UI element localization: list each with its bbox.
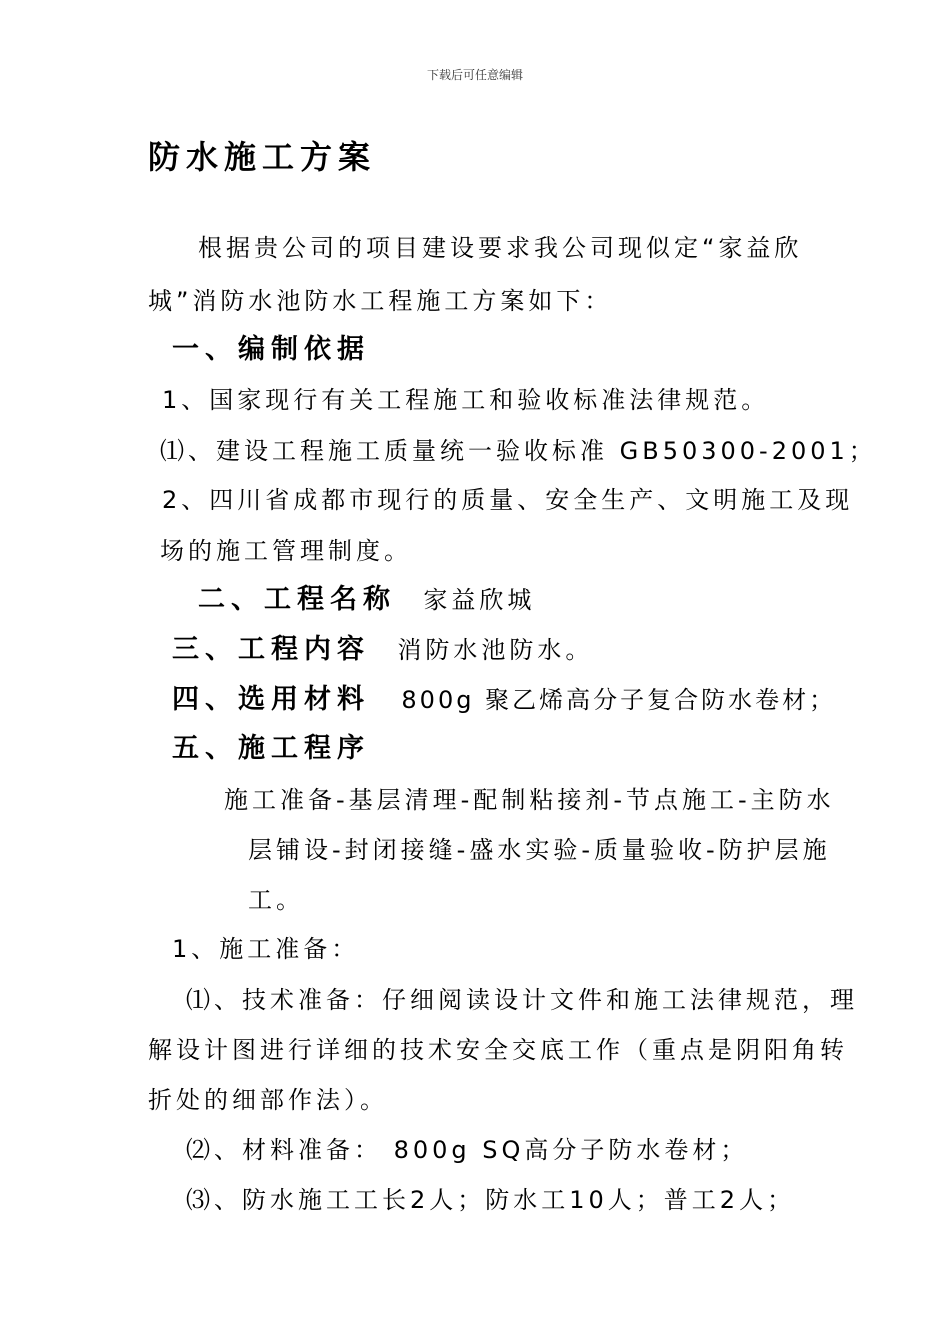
section-4-heading-label: 四、选用材料: [172, 684, 370, 715]
prep-heading: 1、施工准备：: [172, 935, 360, 963]
tech-prep-line-3: 折处的细部作法）。: [148, 1086, 388, 1114]
section-2-heading: [198, 584, 535, 616]
section-3-heading: [172, 634, 593, 666]
section-5-flow-line-3: 工。: [248, 886, 304, 914]
section-5-flow-line-1: 施工准备-基层清理-配制粘接剂-节点施工-主防水: [224, 786, 835, 814]
document-title: 防水施工方案: [148, 138, 377, 176]
section-5-heading: 五、施工程序: [172, 733, 370, 764]
tech-prep-line-2: 解设计图进行详细的技术安全交底工作（重点是阴阳角转: [148, 1036, 848, 1064]
page-header-note: 下载后可任意编辑: [426, 68, 523, 82]
section-2-value: 家益欣城: [423, 586, 536, 614]
section-5-flow-line-2: 层铺设-封闭接缝-盛水实验-质量验收-防护层施: [248, 836, 831, 864]
section-2-heading-label: 二、工程名称: [198, 584, 396, 615]
intro-line-2: 城”消防水池防水工程施工方案如下：: [148, 287, 613, 315]
labor-prep: ⑶、防水施工工长2人；防水工10人；普工2人；: [186, 1186, 796, 1214]
section-1-heading: 一、编制依据: [172, 334, 370, 365]
section-1-item-2-line-2: 场的施工管理制度。: [160, 537, 412, 565]
section-1-item-1-1: ⑴、建设工程施工质量统一验收标准 GB50300-2001；: [160, 437, 877, 465]
material-prep: ⑵、材料准备： 800g SQ高分子防水卷材；: [186, 1136, 749, 1164]
section-1-item-2-line-1: 2、四川省成都市现行的质量、安全生产、文明施工及现: [162, 486, 854, 514]
section-1-item-1: 1、国家现行有关工程施工和验收标准法律规范。: [162, 386, 770, 414]
section-3-value: 消防水池防水。: [397, 636, 594, 664]
tech-prep-line-1: ⑴、技术准备：仔细阅读设计文件和施工法律规范，理: [186, 986, 858, 1014]
section-4-heading: [172, 684, 836, 716]
section-4-value: 800g 聚乙烯高分子复合防水卷材；: [401, 686, 837, 714]
section-3-heading-label: 三、工程内容: [172, 634, 370, 665]
intro-line-1: 根据贵公司的项目建设要求我公司现似定“家益欣: [198, 234, 803, 262]
